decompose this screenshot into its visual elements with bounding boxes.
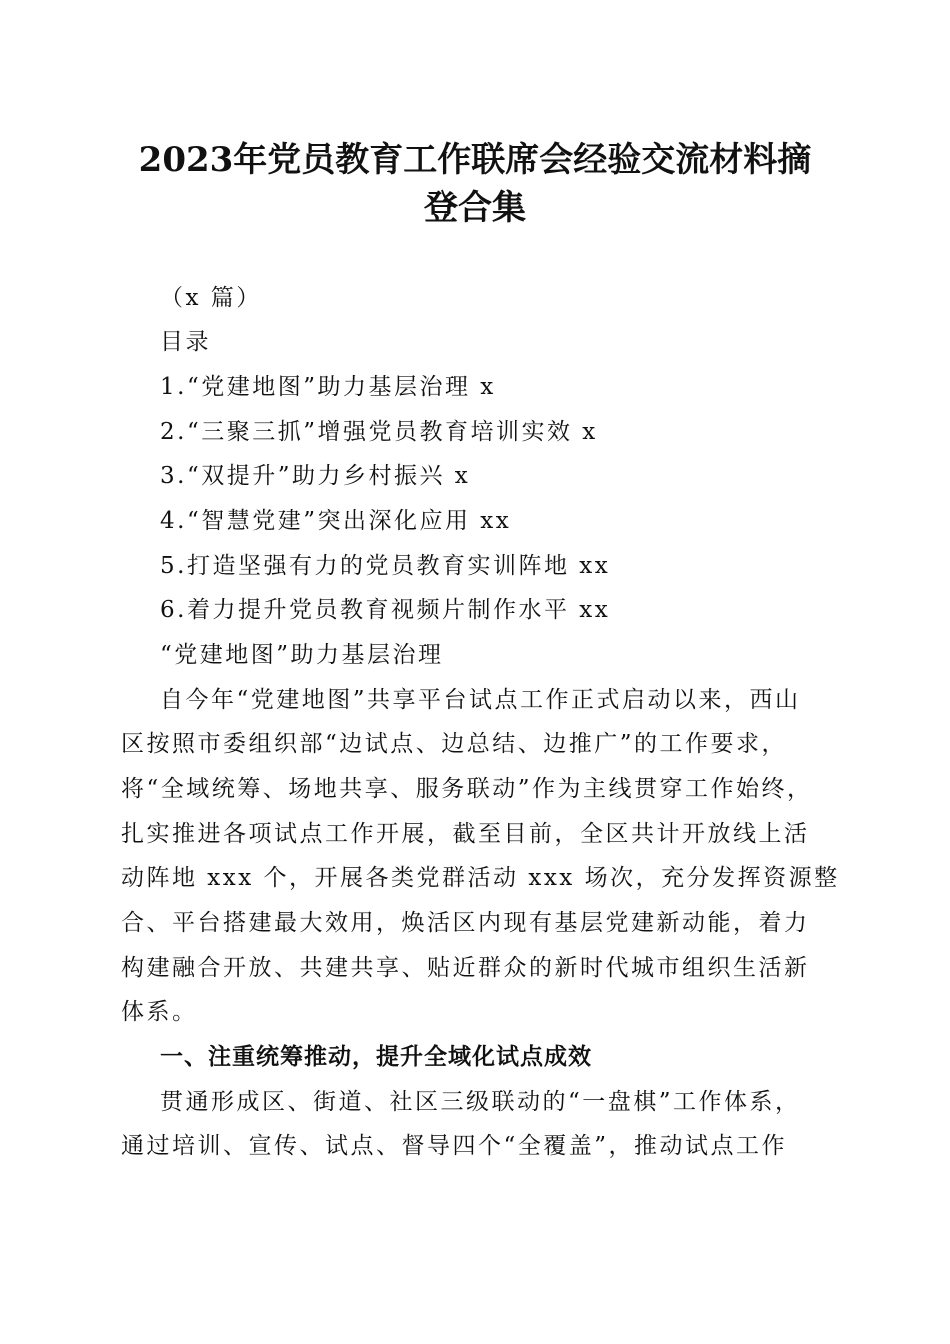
section-paragraph-line: 通过培训、宣传、试点、督导四个“全覆盖”，推动试点工作: [121, 1133, 788, 1159]
intro-paragraph-line: 合、平台搭建最大效用，焕活区内现有基层党建新动能，着力: [121, 910, 810, 936]
intro-paragraph-line: 将“全域统筹、场地共享、服务联动”作为主线贯穿工作始终，: [121, 776, 813, 802]
article-title: “党建地图”助力基层治理: [160, 642, 444, 668]
intro-paragraph-line: 扎实推进各项试点工作开展，截至目前，全区共计开放线上活: [121, 821, 810, 847]
toc-item: 2.“三聚三抓”增强党员教育培训实效 x: [160, 419, 598, 445]
toc-item: 6.着力提升党员教育视频片制作水平 xx: [160, 597, 611, 623]
toc-item: 5.打造坚强有力的党员教育实训阵地 xx: [160, 553, 611, 579]
intro-paragraph-line: 自今年“党建地图”共享平台试点工作正式启动以来，西山: [160, 687, 801, 713]
document-title-line-2: 登合集: [424, 188, 526, 228]
section-paragraph-line: 贯通形成区、街道、社区三级联动的“一盘棋”工作体系，: [160, 1089, 801, 1115]
article-count-note: （x 篇）: [160, 285, 262, 311]
intro-paragraph-line: 体系。: [121, 999, 198, 1025]
intro-paragraph-line: 区按照市委组织部“边试点、边总结、边推广”的工作要求，: [121, 731, 788, 757]
toc-item: 1.“党建地图”助力基层治理 x: [160, 374, 496, 400]
document-title-line-1: 2023年党员教育工作联席会经验交流材料摘: [138, 140, 812, 180]
toc-label: 目录: [160, 329, 211, 355]
intro-paragraph-line: 构建融合开放、共建共享、贴近群众的新时代城市组织生活新: [121, 955, 810, 981]
toc-item: 4.“智慧党建”突出深化应用 xx: [160, 508, 512, 534]
intro-paragraph-line: 动阵地 xxx 个，开展各类党群活动 xxx 场次，充分发挥资源整: [121, 865, 840, 891]
section-heading: 一、注重统筹推动，提升全域化试点成效: [160, 1044, 592, 1070]
toc-item: 3.“双提升”助力乡村振兴 x: [160, 463, 471, 489]
